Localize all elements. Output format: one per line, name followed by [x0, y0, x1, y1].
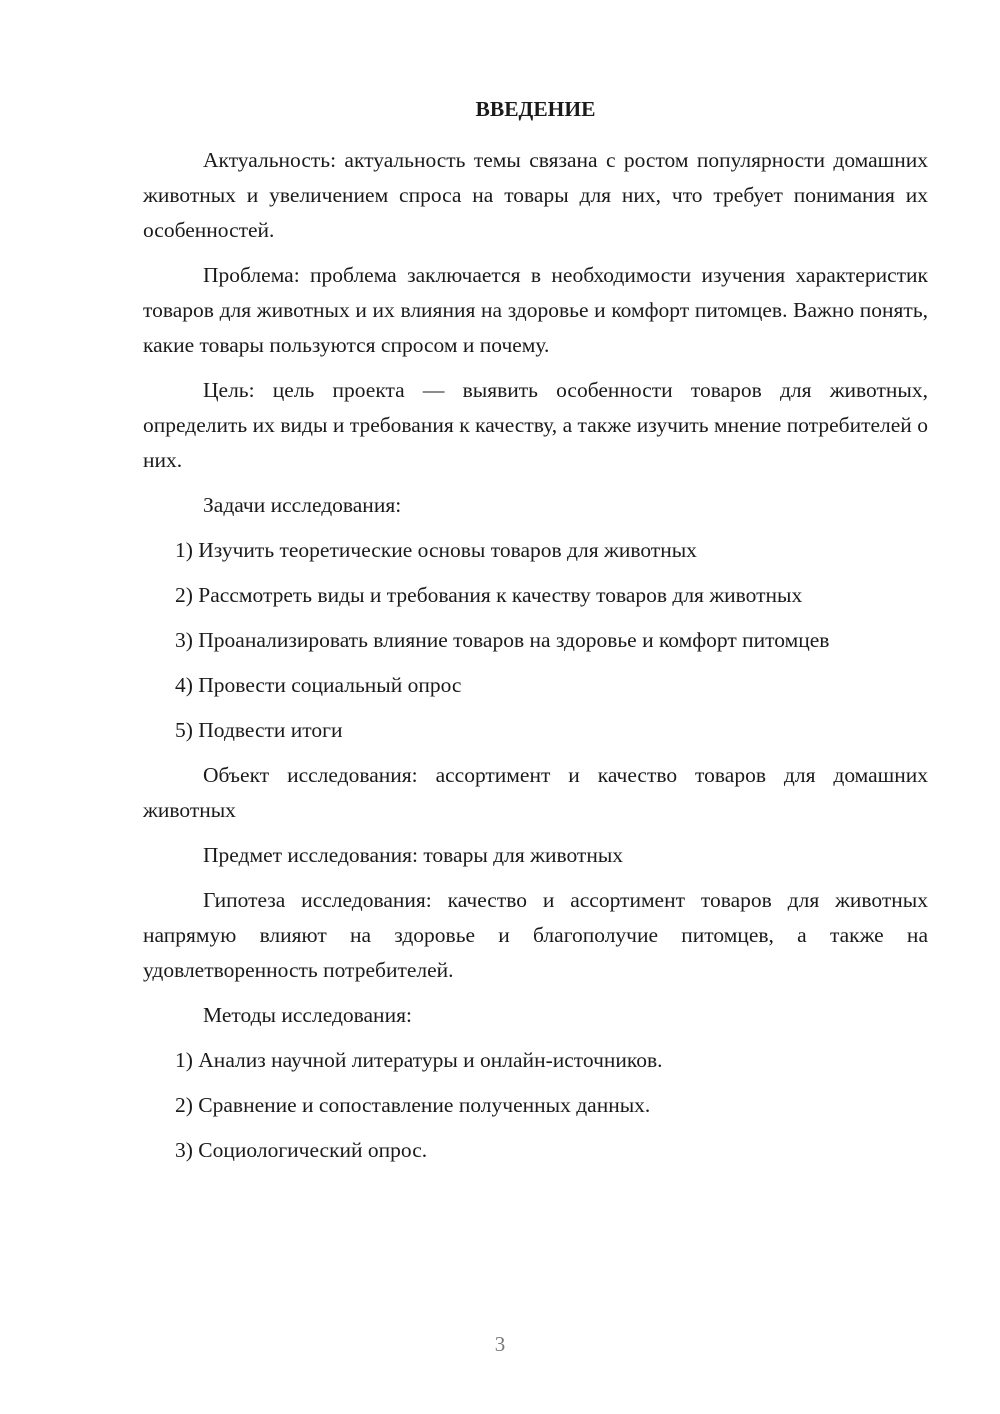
section-title: ВВЕДЕНИЕ [475, 97, 596, 121]
task-item: 4) Провести социальный опрос [175, 673, 462, 697]
subject-paragraph: Предмет исследования: товары для животных [203, 843, 624, 867]
task-item: 5) Подвести итоги [175, 718, 343, 742]
methods-heading: Методы исследования: [203, 1003, 412, 1027]
document-page [143, 92, 928, 1178]
method-item: 1) Анализ научной литературы и онлайн-источников. [175, 1048, 663, 1072]
task-item: 3) Проанализировать влияние товаров на здоровье и комфорт питомцев [175, 628, 830, 652]
method-item: 3) Социологический опрос. [175, 1138, 428, 1162]
method-item: 2) Сравнение и сопоставление полученных данных. [175, 1093, 651, 1117]
task-item: 1) Изучить теоретические основы товаров для животных [175, 538, 697, 562]
hypothesis-paragraph: Гипотеза исследования: качество и ассортимент товаров для животных напрямую влияют на здоровье и благополучие питомцев, а также на удовлетворенность потребителей. [143, 888, 928, 982]
relevance-paragraph: Актуальность: актуальность темы связана с ростом популярности домашних животных и увеличением спроса на товары для них, что требует понимания их особенностей. [143, 148, 928, 242]
object-paragraph: Объект исследования: ассортимент и качество товаров для домашних животных [143, 763, 928, 822]
goal-paragraph: Цель: цель проекта — выявить особенности товаров для животных, определить их виды и требования к качеству, а также изучить мнение потребителей о них. [143, 378, 928, 472]
problem-paragraph: Проблема: проблема заключается в необходимости изучения характеристик товаров для животных и их влияния на здоровье и комфорт питомцев. Важно понять, какие товары пользуются спросом и почему. [143, 263, 928, 357]
page-number: 3 [494, 1332, 506, 1356]
task-item: 2) Рассмотреть виды и требования к качеству товаров для животных [175, 583, 803, 607]
tasks-heading: Задачи исследования: [203, 493, 402, 517]
